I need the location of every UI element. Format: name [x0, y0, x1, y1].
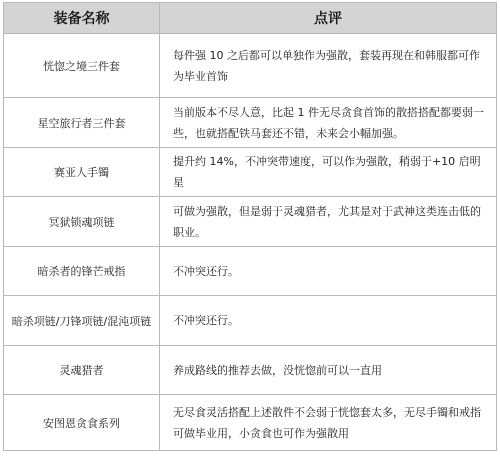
- equipment-name-cell: 恍惚之境三件套: [4, 34, 160, 98]
- table-header-row: [4, 3, 497, 34]
- review-cell: 无尽食灵活搭配上述散件不会弱于恍惚套太多，无尽手镯和戒指可做毕业用，小贪食也可作为强散用: [160, 395, 497, 451]
- review-cell: 当前版本不尽人意，比起 1 件无尽贪食首饰的散搭搭配都要弱一些，也就搭配铁马套还不错，未来会小幅加强。: [160, 98, 497, 148]
- table-row: [4, 247, 497, 296]
- equipment-review-table: [3, 2, 497, 451]
- equipment-name-cell: 冥狱锁魂项链: [4, 197, 160, 247]
- table-row: [4, 98, 497, 148]
- equipment-name-cell: 灵魂猎者: [4, 346, 160, 395]
- review-cell: 养成路线的推荐去做，没恍惚前可以一直用: [160, 346, 497, 395]
- review-cell: 可做为强散，但是弱于灵魂猎者，尤其是对于武神这类连击低的职业。: [160, 197, 497, 247]
- review-cell: 每件强 10 之后都可以单独作为强散，套装再现在和韩服都可作为毕业首饰: [160, 34, 497, 98]
- table-row: [4, 395, 497, 451]
- equipment-name-cell: 暗杀者的锋芒戒指: [4, 247, 160, 296]
- table-row: [4, 148, 497, 197]
- equipment-name-cell: 赛亚人手镯: [4, 148, 160, 197]
- table-row: [4, 346, 497, 395]
- review-cell: 不冲突还行。: [160, 296, 497, 346]
- review-cell: 不冲突还行。: [160, 247, 497, 296]
- review-cell: 提升约 14%，不冲突带速度，可以作为强散，稍弱于+10 启明星: [160, 148, 497, 197]
- table-row: [4, 34, 497, 98]
- table-row: [4, 296, 497, 346]
- equipment-name-cell: 星空旅行者三件套: [4, 98, 160, 148]
- table-row: [4, 197, 497, 247]
- column-header-name: 装备名称: [4, 3, 160, 34]
- column-header-review: 点评: [160, 3, 497, 34]
- equipment-name-cell: 安图恩贪食系列: [4, 395, 160, 451]
- equipment-name-cell: 暗杀项链/刀锋项链/混沌项链: [4, 296, 160, 346]
